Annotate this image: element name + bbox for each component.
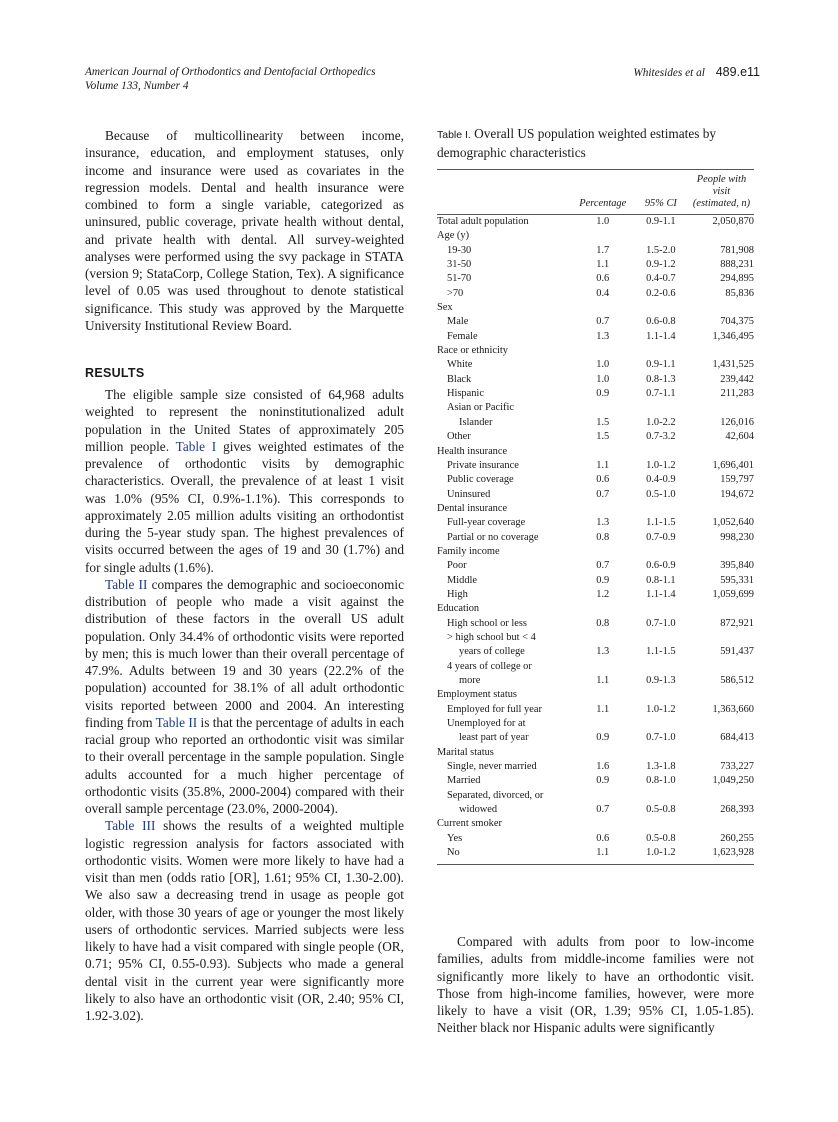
row-label: 51-70 xyxy=(447,273,472,285)
people-count-cell: 733,227 xyxy=(720,761,754,773)
people-count-cell: 872,921 xyxy=(720,617,754,629)
row-label: Marital status xyxy=(437,746,494,758)
percentage-cell: 1.5 xyxy=(596,416,610,428)
percentage-cell xyxy=(573,602,633,616)
table-row xyxy=(437,688,754,702)
people-count-cell: 294,895 xyxy=(720,273,754,285)
ci-cell: 0.4-0.7 xyxy=(646,273,676,285)
table-row xyxy=(437,401,754,415)
row-label: Married xyxy=(447,775,481,787)
ci-cell: 1.0-2.2 xyxy=(646,416,676,428)
percentage-cell xyxy=(573,301,633,315)
table-3-link[interactable]: Table III xyxy=(105,818,156,834)
row-label: Asian or Pacific xyxy=(447,402,514,414)
ci-cell: 0.6-0.9 xyxy=(646,560,676,572)
row-label: Public coverage xyxy=(447,474,514,486)
row-label: Single, never married xyxy=(447,761,537,773)
people-count-cell: 591,437 xyxy=(720,646,754,658)
percentage-cell: 1.3 xyxy=(596,330,610,342)
people-count-cell xyxy=(689,789,754,803)
table-row xyxy=(437,774,754,788)
table-row xyxy=(437,703,754,717)
results-paragraph-1 xyxy=(85,386,404,576)
row-label: Hispanic xyxy=(447,388,484,400)
table-1-label: Table I. xyxy=(437,129,471,141)
row-label: Age (y) xyxy=(437,230,470,242)
table-row xyxy=(437,545,754,559)
percentage-cell xyxy=(573,789,633,803)
people-count-cell: 1,059,699 xyxy=(712,588,754,600)
row-label: Yes xyxy=(447,832,463,844)
table-row xyxy=(437,330,754,344)
table-row xyxy=(437,473,754,487)
methods-paragraph: Because of multicollinearity between income, insurance, education, and employment statuses, only income and insurance were used as covariates in the regression models. Dental and health insurance were combined to form a single variable, categorized as uninsured, public coverage, private health without dental, and private health with dental. All survey-weighted analyses were performed using the svy package in STATA (version 9; StataCorp, College Station, Tex). A significance level of 0.05 was used throughout to denote statistical significance. This study was approved by the Marquette University Institutional Review Board. xyxy=(85,128,404,333)
table-row xyxy=(437,502,754,516)
percentage-cell: 0.9 xyxy=(596,732,610,744)
people-count-cell: 1,346,495 xyxy=(712,330,754,342)
ci-cell: 0.6-0.8 xyxy=(646,316,676,328)
percentage-cell: 1.7 xyxy=(596,244,610,256)
percentage-cell: 1.6 xyxy=(596,761,610,773)
table-row xyxy=(437,488,754,502)
percentage-cell xyxy=(573,545,633,559)
table-row xyxy=(437,358,754,372)
author-line: Whitesides et al xyxy=(633,67,705,79)
percentage-cell xyxy=(573,817,633,831)
percentage-cell: 0.8 xyxy=(596,531,610,543)
ci-cell: 0.2-0.6 xyxy=(646,287,676,299)
ci-cell: 0.5-0.8 xyxy=(646,832,676,844)
running-header-right xyxy=(633,65,760,80)
row-label: 31-50 xyxy=(447,259,472,271)
table-row xyxy=(437,315,754,329)
percentage-cell: 1.1 xyxy=(573,846,633,865)
percentage-cell: 0.7 xyxy=(596,488,610,500)
row-label: Race or ethnicity xyxy=(437,345,508,357)
row-label: Unemployed for at xyxy=(447,718,526,730)
row-label: Islander xyxy=(459,416,493,428)
people-count-cell: 395,840 xyxy=(720,560,754,572)
ci-cell: 1.1-1.4 xyxy=(646,588,676,600)
ci-cell: 1.0-1.2 xyxy=(633,846,689,865)
percentage-cell xyxy=(573,344,633,358)
table-row xyxy=(437,344,754,358)
people-count-cell: 1,052,640 xyxy=(712,517,754,529)
percentage-cell: 1.1 xyxy=(596,459,610,471)
ci-cell: 0.5-1.0 xyxy=(646,488,676,500)
row-label: Other xyxy=(447,431,471,443)
row-label: >70 xyxy=(447,287,464,299)
people-count-cell: 684,413 xyxy=(720,732,754,744)
table-row xyxy=(437,588,754,602)
ci-cell: 0.9-1.2 xyxy=(646,259,676,271)
row-label: Female xyxy=(447,330,478,342)
row-label: Male xyxy=(447,316,469,328)
ci-cell: 0.8-1.1 xyxy=(646,574,676,586)
table-row xyxy=(437,645,754,659)
section-heading-results: RESULTS xyxy=(85,366,145,380)
row-label: Dental insurance xyxy=(437,502,508,514)
people-count-cell xyxy=(689,688,754,702)
percentage-cell: 0.4 xyxy=(596,287,610,299)
percentage-cell: 1.3 xyxy=(596,517,610,529)
row-label: No xyxy=(437,846,573,865)
percentage-cell: 0.7 xyxy=(596,560,610,572)
ci-cell xyxy=(633,602,689,616)
percentage-cell: 1.0 xyxy=(596,373,610,385)
table-1-caption xyxy=(437,125,754,161)
people-count-cell xyxy=(689,229,754,243)
row-label: 19-30 xyxy=(447,244,472,256)
table-header-row xyxy=(437,174,754,215)
table-1-container xyxy=(437,125,754,865)
percentage-cell xyxy=(573,688,633,702)
table-row xyxy=(437,746,754,760)
ci-cell xyxy=(633,344,689,358)
row-label: Current smoker xyxy=(437,818,502,830)
people-count-cell: 586,512 xyxy=(720,675,754,686)
row-label: Separated, divorced, or xyxy=(447,789,544,801)
table-row xyxy=(437,717,754,731)
people-count-cell: 998,230 xyxy=(720,531,754,543)
page-number: 489.e11 xyxy=(715,65,760,79)
journal-volume: Volume 133, Number 4 xyxy=(85,80,189,92)
table-row xyxy=(437,531,754,545)
table-row xyxy=(437,731,754,745)
results-paragraph-2 xyxy=(85,576,404,818)
text: shows the results of a weighted multiple logistic regression analysis for factors associated with orthodontic visits. Women were more likely to have had a visit than men (odds ratio [OR], 1.61; 95% CI, 1.30-2.00). We also saw a decreasing trend in usage as people got older, with those 30 years of age or younger the most likely users of orthodontic services. Married subjects were less likely to have had a visit compared with single people (OR, 0.71; 95% CI, 0.55-0.93). Subjects who made a general dental visit in the current year were significantly more likely to also have an orthodontic visit (OR, 2.40; 95% CI, 1.92-3.02). xyxy=(85,818,404,1023)
left-column xyxy=(85,127,404,1024)
table-row xyxy=(437,244,754,258)
table-row xyxy=(437,258,754,272)
ci-cell: 0.7-0.9 xyxy=(646,531,676,543)
ci-cell xyxy=(633,631,689,645)
row-label: Education xyxy=(437,603,480,615)
table-row xyxy=(437,631,754,645)
table-row xyxy=(437,817,754,831)
ci-cell: 0.9-1.1 xyxy=(646,216,676,227)
ci-cell: 0.7-1.0 xyxy=(646,732,676,744)
people-count-cell xyxy=(689,746,754,760)
table-row xyxy=(437,789,754,803)
ci-cell xyxy=(633,401,689,415)
table-row xyxy=(437,832,754,846)
table-row xyxy=(437,430,754,444)
ci-cell: 0.7-1.0 xyxy=(646,617,676,629)
ci-cell: 0.7-1.1 xyxy=(646,388,676,400)
people-count-cell: 211,283 xyxy=(720,388,754,400)
ci-cell xyxy=(633,717,689,731)
people-count-cell: 1,623,928 xyxy=(689,846,754,865)
percentage-cell: 1.1 xyxy=(596,259,610,271)
people-count-cell xyxy=(689,817,754,831)
row-label: widowed xyxy=(459,804,498,816)
ci-cell: 1.5-2.0 xyxy=(646,244,676,256)
people-count-cell: 1,049,250 xyxy=(712,775,754,787)
table-row xyxy=(437,574,754,588)
people-count-cell: 595,331 xyxy=(720,574,754,586)
row-label: High school or less xyxy=(447,617,527,629)
ci-cell: 0.5-0.8 xyxy=(646,804,676,816)
row-label: Health insurance xyxy=(437,445,508,457)
people-count-cell: 260,255 xyxy=(720,832,754,844)
table-row xyxy=(437,229,754,243)
percentage-cell: 1.2 xyxy=(596,588,610,600)
ci-cell xyxy=(633,688,689,702)
people-count-cell xyxy=(689,717,754,731)
percentage-cell: 0.8 xyxy=(596,617,610,629)
row-label: Middle xyxy=(447,574,478,586)
table-2-link[interactable]: Table II xyxy=(155,714,198,730)
ci-cell xyxy=(633,789,689,803)
ci-cell: 1.0-1.2 xyxy=(646,703,676,715)
people-count-cell: 2,050,870 xyxy=(712,216,754,227)
row-label: High xyxy=(447,588,468,600)
table-row xyxy=(437,617,754,631)
table-row xyxy=(437,459,754,473)
ci-cell: 0.9-1.1 xyxy=(646,359,676,371)
people-count-cell: 888,231 xyxy=(720,259,754,271)
percentage-cell: 1.5 xyxy=(596,431,610,443)
people-count-cell: 1,431,525 xyxy=(712,359,754,371)
row-label: 4 years of college or xyxy=(447,660,532,672)
ci-cell: 0.9-1.3 xyxy=(646,675,676,686)
percentage-cell xyxy=(573,229,633,243)
table-row xyxy=(437,602,754,616)
column-header-ci: 95% CI xyxy=(633,174,689,215)
people-count-cell: 239,442 xyxy=(720,373,754,385)
percentage-cell: 1.3 xyxy=(596,646,610,658)
percentage-cell: 0.6 xyxy=(596,832,610,844)
row-label: Uninsured xyxy=(447,488,491,500)
percentage-cell: 0.9 xyxy=(596,388,610,400)
ci-cell xyxy=(633,502,689,516)
row-label: Employment status xyxy=(437,689,517,701)
people-count-cell: 42,604 xyxy=(725,431,754,443)
row-label: Employed for full year xyxy=(447,703,542,715)
people-count-cell xyxy=(689,502,754,516)
ci-cell: 1.0-1.2 xyxy=(646,459,676,471)
percentage-cell xyxy=(573,631,633,645)
row-label: Partial or no coverage xyxy=(447,531,539,543)
ci-cell: 1.1-1.5 xyxy=(646,517,676,529)
results-paragraph-4: Compared with adults from poor to low-income families, adults from middle-income families were not significantly more likely to have an orthodontic visit. Those from high-income families, however, were more likely to have a visit (OR, 1.39; 95% CI, 1.05-1.85). Neither black nor Hispanic adults were significantly xyxy=(437,934,754,1036)
ci-cell: 1.3-1.8 xyxy=(646,761,676,773)
people-count-cell: 268,393 xyxy=(720,804,754,816)
people-count-cell: 1,363,660 xyxy=(712,703,754,715)
people-count-cell: 126,016 xyxy=(720,416,754,428)
ci-cell xyxy=(633,545,689,559)
percentage-cell: 1.1 xyxy=(596,703,610,715)
percentage-cell xyxy=(573,660,633,674)
table-1-link[interactable]: Table I xyxy=(175,438,217,454)
people-count-cell xyxy=(689,344,754,358)
row-label: Total adult population xyxy=(437,216,529,227)
ci-cell xyxy=(633,229,689,243)
percentage-cell: 0.9 xyxy=(596,775,610,787)
table-2-link[interactable]: Table II xyxy=(105,576,148,592)
column-header xyxy=(437,174,573,215)
people-count-cell xyxy=(689,545,754,559)
right-column-text xyxy=(437,933,754,1037)
table-row xyxy=(437,416,754,430)
people-count-cell xyxy=(689,631,754,645)
row-label: more xyxy=(459,675,481,686)
table-1-title: Overall US population weighted estimates by demographic characteristics xyxy=(437,126,717,160)
row-label: > high school but < 4 xyxy=(447,631,536,643)
percentage-cell: 0.6 xyxy=(596,474,610,486)
column-header-people: People with visit (estimated, n) xyxy=(689,174,754,215)
text: gives weighted estimates of the prevalence of orthodontic visits by demographic characteristics. Overall, the prevalence of at least 1 visit was 1.0% (95% CI, 0.9%-1.1%). This corresponds to approximately 2.05 million adults visiting an orthodontist during the 5-year study span. The highest prevalences of visits occurred between the ages of 19 and 30 (1.7%) and for single adults (1.6%). xyxy=(85,438,405,575)
ci-cell xyxy=(633,817,689,831)
journal-title: American Journal of Orthodontics and Dentofacial Orthopedics xyxy=(85,66,376,78)
column-header-percentage: Percentage xyxy=(573,174,633,215)
table-row xyxy=(437,846,754,865)
text: compares the demographic and socioeconomic distribution of people who made a visit against the distribution of these factors in the overall US adult population. Only 34.4% of orthodontic visits were reported by men; this is much lower than their overall percentage of 47.9%. Adults between 19 and 30 years (22.2% of the population) accounted for 38.1% of all adult orthodontic visits reported between 2000 and 2004. An interesting finding from xyxy=(85,576,404,730)
percentage-cell xyxy=(573,717,633,731)
percentage-cell xyxy=(573,502,633,516)
table-row xyxy=(437,387,754,401)
table-row xyxy=(437,760,754,774)
row-label: Private insurance xyxy=(447,459,519,471)
row-label: Black xyxy=(447,373,472,385)
row-label: Full-year coverage xyxy=(447,517,526,529)
ci-cell xyxy=(633,746,689,760)
ci-cell: 0.7-3.2 xyxy=(646,431,676,443)
percentage-cell xyxy=(573,746,633,760)
row-label: Sex xyxy=(437,302,453,314)
table-row xyxy=(437,373,754,387)
people-count-cell xyxy=(689,401,754,415)
people-count-cell xyxy=(689,660,754,674)
running-header-left xyxy=(85,65,376,93)
ci-cell: 1.1-1.4 xyxy=(646,330,676,342)
ci-cell: 1.1-1.5 xyxy=(646,646,676,658)
row-label: Poor xyxy=(447,560,467,572)
ci-cell xyxy=(633,445,689,459)
people-count-cell: 85,836 xyxy=(725,287,754,299)
row-label: White xyxy=(447,359,473,371)
table-row xyxy=(437,445,754,459)
table-row xyxy=(437,287,754,301)
table-row xyxy=(437,660,754,674)
ci-cell xyxy=(633,301,689,315)
percentage-cell: 1.1 xyxy=(596,675,610,686)
percentage-cell: 0.6 xyxy=(596,273,610,285)
people-count-cell: 781,908 xyxy=(720,244,754,256)
percentage-cell: 1.0 xyxy=(596,216,610,227)
text: The eligible sample size consisted of 64,968 adults weighted to represent the noninstitutionalized adult population in the United States of approximately 205 million people. xyxy=(85,387,404,454)
percentage-cell xyxy=(573,401,633,415)
people-count-cell: 704,375 xyxy=(720,316,754,328)
people-count-cell: 1,696,401 xyxy=(712,459,754,471)
ci-cell: 0.8-1.0 xyxy=(646,775,676,787)
ci-cell: 0.4-0.9 xyxy=(646,474,676,486)
table-row xyxy=(437,803,754,817)
table-row xyxy=(437,215,754,230)
ci-cell xyxy=(633,660,689,674)
table-row xyxy=(437,516,754,530)
table-row xyxy=(437,559,754,573)
people-count-cell: 194,672 xyxy=(720,488,754,500)
results-paragraph-3 xyxy=(85,817,404,1024)
people-count-cell xyxy=(689,301,754,315)
table-row xyxy=(437,272,754,286)
percentage-cell: 0.7 xyxy=(596,316,610,328)
row-label: years of college xyxy=(459,646,525,658)
table-body xyxy=(437,215,754,865)
row-label: least part of year xyxy=(459,732,529,744)
table-1 xyxy=(437,169,754,865)
percentage-cell: 0.9 xyxy=(596,574,610,586)
text: is that the percentage of adults in each racial group who reported an orthodontic visit was similar to their overall percentage in the sample population. Single adults accounted for a much higher percentage of orthodontic visits (35.8%, 2000-2004) compared with their overall sample percentage (23.0%, 2000-2004). xyxy=(85,714,404,816)
table-row xyxy=(437,674,754,688)
row-label: Family income xyxy=(437,545,500,557)
percentage-cell: 1.0 xyxy=(596,359,610,371)
table-row xyxy=(437,301,754,315)
people-count-cell xyxy=(689,602,754,616)
people-count-cell: 159,797 xyxy=(720,474,754,486)
people-count-cell xyxy=(689,445,754,459)
percentage-cell xyxy=(573,445,633,459)
percentage-cell: 0.7 xyxy=(596,804,610,816)
ci-cell: 0.8-1.3 xyxy=(646,373,676,385)
